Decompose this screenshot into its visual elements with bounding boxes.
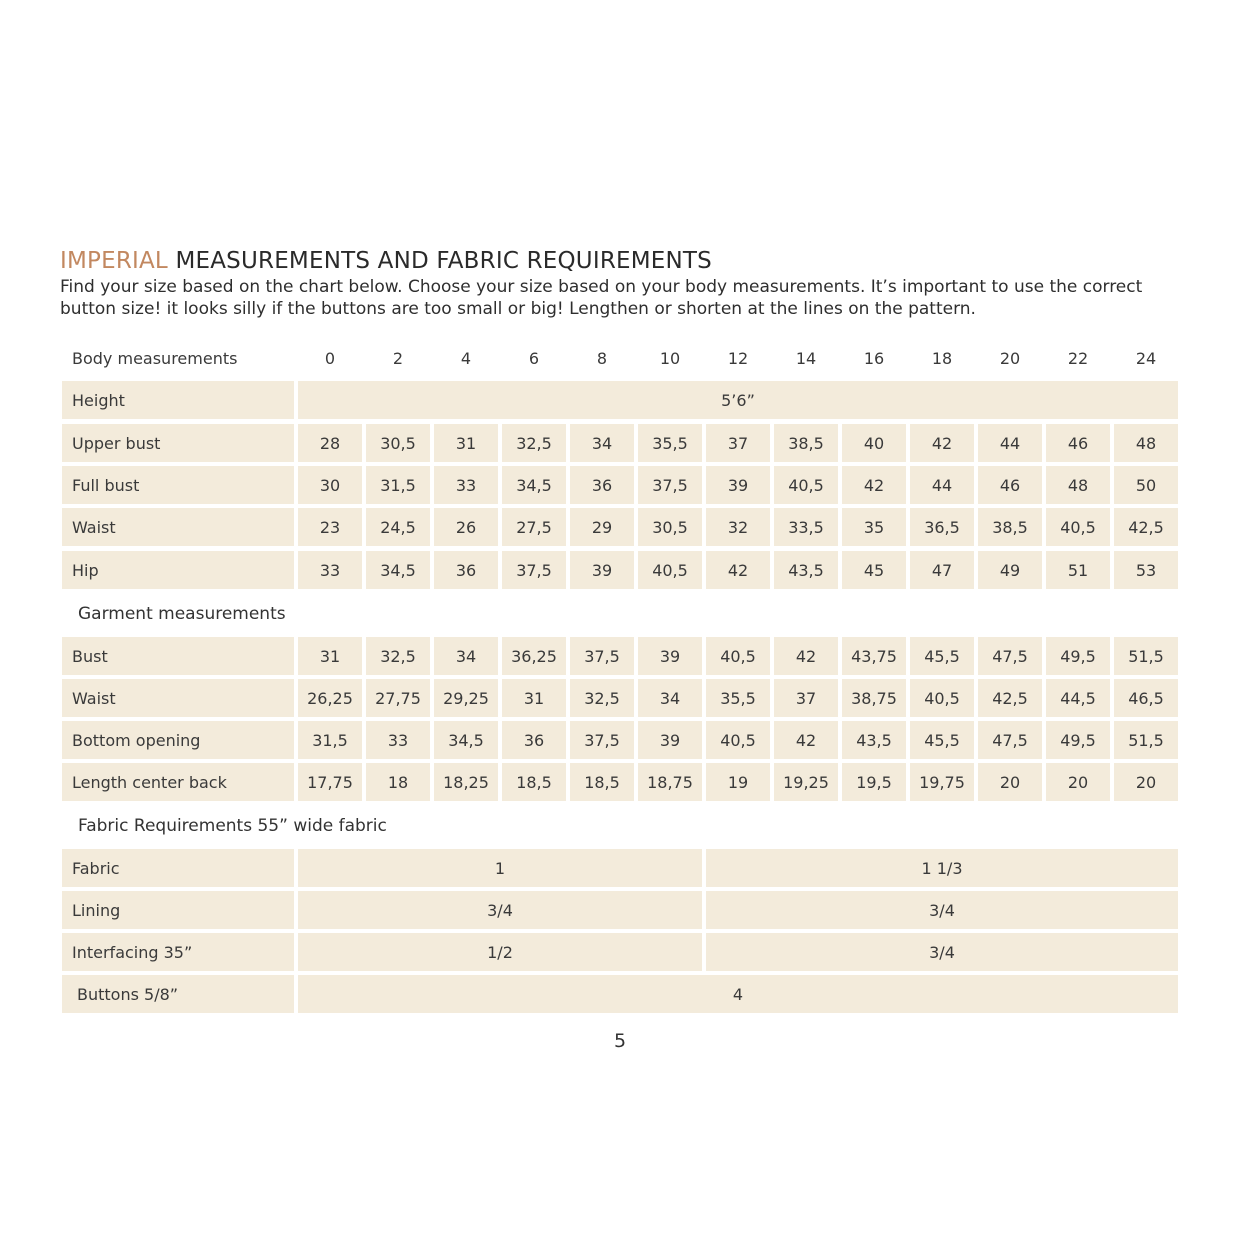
size-header: 14: [795, 348, 817, 368]
fabric-right-value: 1 1/3: [706, 849, 1178, 887]
row-label: Waist: [62, 679, 294, 717]
table-cell: 45: [842, 551, 906, 589]
lining-left-value: 3/4: [298, 891, 702, 929]
table-cell: 17,75: [298, 763, 362, 801]
table-cell: 43,5: [774, 551, 838, 589]
table-cell: 42,5: [1114, 508, 1178, 546]
table-cell: 33,5: [774, 508, 838, 546]
table-row-hip: [62, 551, 1178, 589]
table-cell: 36: [502, 721, 566, 759]
table-row-garment-waist: [62, 679, 1178, 717]
table-cell: 30: [298, 466, 362, 504]
table-row-length-center-back: [62, 763, 1178, 801]
table-cell: 46: [978, 466, 1042, 504]
table-cell: 45,5: [910, 721, 974, 759]
table-cell: 20: [978, 763, 1042, 801]
table-cell: 38,75: [842, 679, 906, 717]
table-row-buttons: [62, 975, 1178, 1013]
table-row-garment-bust: [62, 637, 1178, 675]
size-header: 18: [931, 348, 953, 368]
table-cell: 30,5: [638, 508, 702, 546]
table-cell: 47,5: [978, 637, 1042, 675]
table-cell: 38,5: [978, 508, 1042, 546]
table-cell: 18,5: [502, 763, 566, 801]
table-cell: 51,5: [1114, 721, 1178, 759]
size-header: 12: [727, 348, 749, 368]
interfacing-left-value: 1/2: [298, 933, 702, 971]
lining-right-value: 3/4: [706, 891, 1178, 929]
table-cell: 51,5: [1114, 637, 1178, 675]
table-cell: 36: [434, 551, 498, 589]
table-row-interfacing: [62, 933, 1178, 971]
size-header: 6: [528, 348, 540, 368]
row-label: Fabric: [62, 849, 294, 887]
table-cell: 35,5: [638, 424, 702, 462]
size-header: 22: [1067, 348, 1089, 368]
row-label: Waist: [62, 508, 294, 546]
table-cell: 42: [842, 466, 906, 504]
table-cell: 40,5: [774, 466, 838, 504]
table-cell: 39: [638, 637, 702, 675]
table-cell: 48: [1114, 424, 1178, 462]
height-value: 5’6”: [298, 381, 1178, 419]
size-header: 8: [596, 348, 608, 368]
table-cell: 37: [706, 424, 770, 462]
table-cell: 31,5: [298, 721, 362, 759]
table-cell: 47: [910, 551, 974, 589]
table-cell: 40,5: [638, 551, 702, 589]
buttons-value: 4: [298, 975, 1178, 1013]
table-cell: 51: [1046, 551, 1110, 589]
table-cell: 47,5: [978, 721, 1042, 759]
table-cell: 46,5: [1114, 679, 1178, 717]
row-label: Height: [62, 381, 294, 419]
size-header: 20: [999, 348, 1021, 368]
table-cell: 33: [366, 721, 430, 759]
body-header-row: [62, 339, 1178, 377]
table-cell: 38,5: [774, 424, 838, 462]
table-cell: 34: [434, 637, 498, 675]
heading-accent: IMPERIAL: [60, 248, 168, 274]
table-cell: 20: [1114, 763, 1178, 801]
table-cell: 39: [638, 721, 702, 759]
table-cell: 37,5: [502, 551, 566, 589]
table-cell: 19,5: [842, 763, 906, 801]
table-cell: 37: [774, 679, 838, 717]
table-cell: 26,25: [298, 679, 362, 717]
table-cell: 44: [978, 424, 1042, 462]
row-label: Interfacing 35”: [62, 933, 294, 971]
row-label: Full bust: [62, 466, 294, 504]
table-cell: 39: [570, 551, 634, 589]
table-cell: 19,75: [910, 763, 974, 801]
size-header: 0: [324, 348, 336, 368]
table-cell: 24,5: [366, 508, 430, 546]
table-cell: 31: [502, 679, 566, 717]
table-cell: 32: [706, 508, 770, 546]
row-label: Hip: [62, 551, 294, 589]
table-cell: 42: [774, 721, 838, 759]
table-cell: 20: [1046, 763, 1110, 801]
table-cell: 19,25: [774, 763, 838, 801]
table-cell: 18,25: [434, 763, 498, 801]
size-header: 10: [659, 348, 681, 368]
table-cell: 40,5: [706, 721, 770, 759]
size-header: 4: [460, 348, 472, 368]
table-cell: 37,5: [638, 466, 702, 504]
table-cell: 34,5: [366, 551, 430, 589]
table-cell: 29: [570, 508, 634, 546]
row-label: Buttons 5/8”: [62, 975, 294, 1013]
heading-rest: MEASUREMENTS AND FABRIC REQUIREMENTS: [167, 248, 712, 274]
table-cell: 36: [570, 466, 634, 504]
table-cell: 30,5: [366, 424, 430, 462]
table-cell: 43,75: [842, 637, 906, 675]
table-row-lining: [62, 891, 1178, 929]
row-label: Bust: [62, 637, 294, 675]
table-cell: 49: [978, 551, 1042, 589]
table-cell: 34,5: [502, 466, 566, 504]
table-cell: 43,5: [842, 721, 906, 759]
intro-text: Find your size based on the chart below. Choose your size based on your body measurements. It’s important to use the correct button size! it looks silly if the buttons are too small or big! Lengthen or shorten at the lines on the pattern.: [60, 277, 1143, 319]
table-cell: 27,5: [502, 508, 566, 546]
table-cell: 42: [910, 424, 974, 462]
table-cell: 31: [434, 424, 498, 462]
page-heading: [60, 248, 712, 274]
table-row-height: [62, 381, 1178, 419]
fabric-left-value: 1: [298, 849, 702, 887]
table-cell: 34,5: [434, 721, 498, 759]
table-cell: 49,5: [1046, 721, 1110, 759]
table-cell: 42: [706, 551, 770, 589]
table-cell: 53: [1114, 551, 1178, 589]
table-cell: 34: [638, 679, 702, 717]
table-cell: 46: [1046, 424, 1110, 462]
garment-measurements-title: Garment measurements: [78, 604, 286, 624]
table-cell: 33: [434, 466, 498, 504]
table-cell: 50: [1114, 466, 1178, 504]
table-cell: 49,5: [1046, 637, 1110, 675]
table-cell: 44,5: [1046, 679, 1110, 717]
table-cell: 31,5: [366, 466, 430, 504]
fabric-requirements-title: Fabric Requirements 55” wide fabric: [78, 816, 387, 836]
table-cell: 18,75: [638, 763, 702, 801]
table-row-full-bust: [62, 466, 1178, 504]
table-cell: 23: [298, 508, 362, 546]
table-cell: 42: [774, 637, 838, 675]
table-cell: 18,5: [570, 763, 634, 801]
table-cell: 27,75: [366, 679, 430, 717]
table-cell: 40,5: [910, 679, 974, 717]
size-header: 16: [863, 348, 885, 368]
table-cell: 32,5: [366, 637, 430, 675]
table-cell: 28: [298, 424, 362, 462]
table-row-fabric: [62, 849, 1178, 887]
table-cell: 37,5: [570, 721, 634, 759]
table-cell: 40,5: [706, 637, 770, 675]
table-cell: 19: [706, 763, 770, 801]
table-cell: 33: [298, 551, 362, 589]
body-measurements-title: Body measurements: [72, 348, 238, 368]
table-cell: 32,5: [570, 679, 634, 717]
size-header: 2: [392, 348, 404, 368]
table-cell: 18: [366, 763, 430, 801]
table-cell: 42,5: [978, 679, 1042, 717]
table-cell: 35,5: [706, 679, 770, 717]
table-cell: 36,25: [502, 637, 566, 675]
table-cell: 45,5: [910, 637, 974, 675]
interfacing-right-value: 3/4: [706, 933, 1178, 971]
table-cell: 37,5: [570, 637, 634, 675]
table-cell: 44: [910, 466, 974, 504]
table-cell: 48: [1046, 466, 1110, 504]
table-cell: 32,5: [502, 424, 566, 462]
table-cell: 31: [298, 637, 362, 675]
row-label: Lining: [62, 891, 294, 929]
table-cell: 36,5: [910, 508, 974, 546]
row-label: Bottom opening: [62, 721, 294, 759]
row-label: Upper bust: [62, 424, 294, 462]
table-row-upper-bust: [62, 424, 1178, 462]
table-cell: 29,25: [434, 679, 498, 717]
table-cell: 40: [842, 424, 906, 462]
table-row-bottom-opening: [62, 721, 1178, 759]
table-cell: 34: [570, 424, 634, 462]
row-label: Length center back: [62, 763, 294, 801]
page-number: 5: [613, 1030, 627, 1052]
table-cell: 35: [842, 508, 906, 546]
size-header: 24: [1135, 348, 1157, 368]
table-cell: 40,5: [1046, 508, 1110, 546]
table-cell: 26: [434, 508, 498, 546]
table-row-waist: [62, 508, 1178, 546]
table-cell: 39: [706, 466, 770, 504]
